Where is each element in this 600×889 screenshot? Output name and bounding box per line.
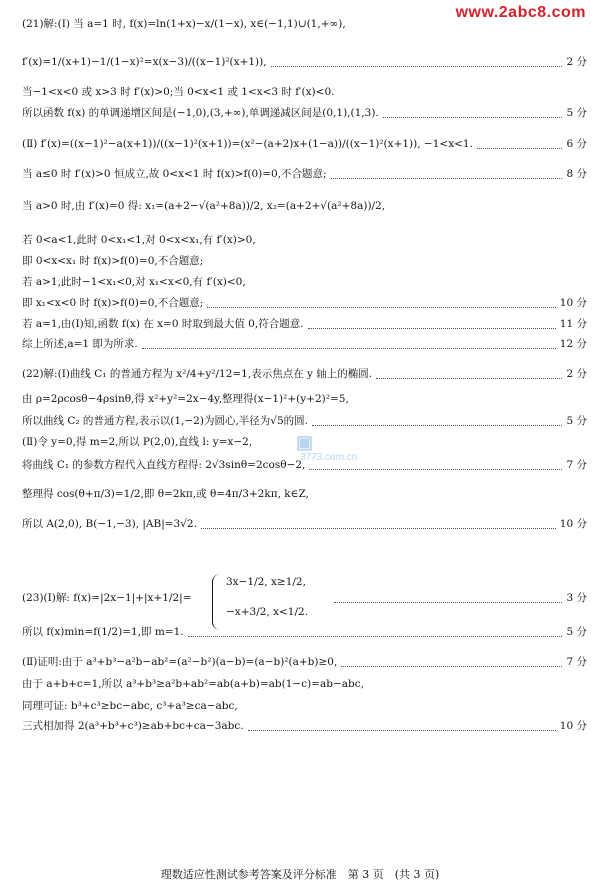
leader-dots <box>201 521 556 529</box>
score-label: 7 分 <box>566 656 587 668</box>
score-label: 10 分 <box>559 297 587 309</box>
q23-line-2: 所以 f(x)min=f(1/2)=1,即 m=1. 5 分 <box>22 626 587 638</box>
piece-case-2: −x+3/2, x<1/2. <box>226 606 309 618</box>
page-footer: 理数适应性测试参考答案及评分标准 第 3 页 (共 3 页) <box>160 868 440 881</box>
site-watermark: www.2abc8.com <box>455 4 586 21</box>
score-label: 10 分 <box>559 518 587 530</box>
q21-line-2: f′(x)=1/(x+1)−1/(1−x)²=x(x−3)/((x−1)²(x+1)), 2 分 <box>22 56 587 68</box>
q23-line-3: (Ⅱ)证明:由于 a³+b³−a²b−ab²=(a²−b²)(a−b)=(a−b)²(a+b)≥0, 7 分 <box>22 656 587 668</box>
score-label: 2 分 <box>566 368 587 380</box>
score-label: 7 分 <box>566 459 587 471</box>
leader-dots <box>207 300 556 308</box>
q21-line-4: 所以函数 f(x) 的单调递增区间是(−1,0),(3,+∞),单调递减区间是(0,1),(1,3). 5 分 <box>22 107 587 119</box>
leader-dots <box>308 321 556 329</box>
q21-line-9: 即 0<x<x₁ 时 f(x)>f(0)=0,不合题意; <box>22 255 204 267</box>
leader-dots <box>312 418 562 426</box>
q23-line-1: (23)(Ⅰ)解: f(x)=|2x−1|+|x+1/2|= <box>22 592 192 604</box>
q21-line-1: (21)解:(Ⅰ) 当 a=1 时, f(x)=ln(1+x)−x/(1−x), x∈(−1,1)∪(1,+∞), <box>22 18 346 30</box>
score-label: 3 分 <box>566 592 587 604</box>
leader-dots <box>341 659 562 667</box>
score-label: 5 分 <box>566 626 587 638</box>
q22-line-6: 整理得 cos(θ+π/3)=1/2,即 θ=2kπ,或 θ=4π/3+2kπ, k∈Z, <box>22 488 309 500</box>
q21-line-8: 若 0<a<1,此时 0<x₁<1,对 0<x<x₁,有 f′(x)>0, <box>22 234 256 246</box>
q23-line-4: 由于 a+b+c=1,所以 a³+b³≥a²b+ab²=ab(a+b)=ab(1−c)=ab−abc, <box>22 678 364 690</box>
left-brace <box>212 574 221 630</box>
score-label: 5 分 <box>566 415 587 427</box>
piece-case-1: 3x−1/2, x≥1/2, <box>226 576 306 588</box>
q21-line-13: 综上所述,a=1 即为所求. 12 分 <box>22 338 587 350</box>
q21-line-12: 若 a=1,由(Ⅰ)知,函数 f(x) 在 x=0 时取到最大值 0,符合题意. 11 分 <box>22 318 587 330</box>
q22-line-5: 将曲线 C₁ 的参数方程代入直线方程得: 2√3sinθ=2cosθ−2, 7 分 <box>22 459 587 471</box>
q21-line-3: 当−1<x<0 或 x>3 时 f′(x)>0;当 0<x<1 或 1<x<3 时 f′(x)<0. <box>22 86 335 98</box>
leader-dots <box>248 723 556 731</box>
score-label: 12 分 <box>559 338 587 350</box>
q21-line-7: 当 a>0 时,由 f′(x)=0 得: x₁=(a+2−√(a²+8a))/2, x₂=(a+2+√(a²+8a))/2, <box>22 200 386 212</box>
q21-line-5: (Ⅱ) f′(x)=((x−1)²−a(x+1))/((x−1)²(x+1))=(x²−(a+2)x+(1−a))/((x−1)²(x+1)), −1<x<1. 6 分 <box>22 138 587 150</box>
leader-dots <box>188 629 563 637</box>
score-label: 2 分 <box>566 56 587 68</box>
leader-dots <box>477 141 563 149</box>
q21-line-10: 若 a>1,此时−1<x₁<0,对 x₁<x<0,有 f′(x)<0, <box>22 276 246 288</box>
score-label: 10 分 <box>559 720 587 732</box>
q21-line-11: 即 x₁<x<0 时 f(x)>f(0)=0,不合题意; 10 分 <box>22 297 587 309</box>
leader-dots <box>331 171 563 179</box>
score-label: 6 分 <box>566 138 587 150</box>
center-watermark: 3773.com.cn <box>300 452 358 463</box>
q21-line-6: 当 a≤0 时 f′(x)>0 恒成立,故 0<x<1 时 f(x)>f(0)=0,不合题意; 8 分 <box>22 168 587 180</box>
q23-line-5: 同理可证: b³+c³≥bc−abc, c³+a³≥ca−abc, <box>22 700 238 712</box>
q22-line-7: 所以 A(2,0), B(−1,−3), |AB|=3√2. 10 分 <box>22 518 587 530</box>
q23-line-1-score <box>330 592 587 605</box>
leader-dots <box>376 371 562 379</box>
q22-line-4: (Ⅱ)令 y=0,得 m=2,所以 P(2,0),直线 l: y=x−2, <box>22 436 253 448</box>
leader-dots <box>142 341 556 349</box>
score-label: 11 分 <box>559 318 587 330</box>
score-label: 5 分 <box>566 107 587 119</box>
leader-dots <box>271 59 563 67</box>
score-label: 8 分 <box>566 168 587 180</box>
q22-line-2: 由 ρ=2ρcosθ−4ρsinθ,得 x²+y²=2x−4y,整理得(x−1)²+(y+2)²=5, <box>22 393 349 405</box>
leader-dots <box>334 595 562 603</box>
leader-dots <box>309 462 562 470</box>
q22-line-1: (22)解:(Ⅰ)曲线 C₁ 的普通方程为 x²/4+y²/12=1,表示焦点在 y 轴上的椭圆. 2 分 <box>22 368 587 380</box>
leader-dots <box>383 110 563 118</box>
q22-line-3: 所以曲线 C₂ 的普通方程,表示以(1,−2)为圆心,半径为√5的圆. 5 分 <box>22 415 587 427</box>
center-watermark-logo: ▣ <box>296 432 314 452</box>
q23-line-6: 三式相加得 2(a³+b³+c³)≥ab+bc+ca−3abc. 10 分 <box>22 720 587 732</box>
